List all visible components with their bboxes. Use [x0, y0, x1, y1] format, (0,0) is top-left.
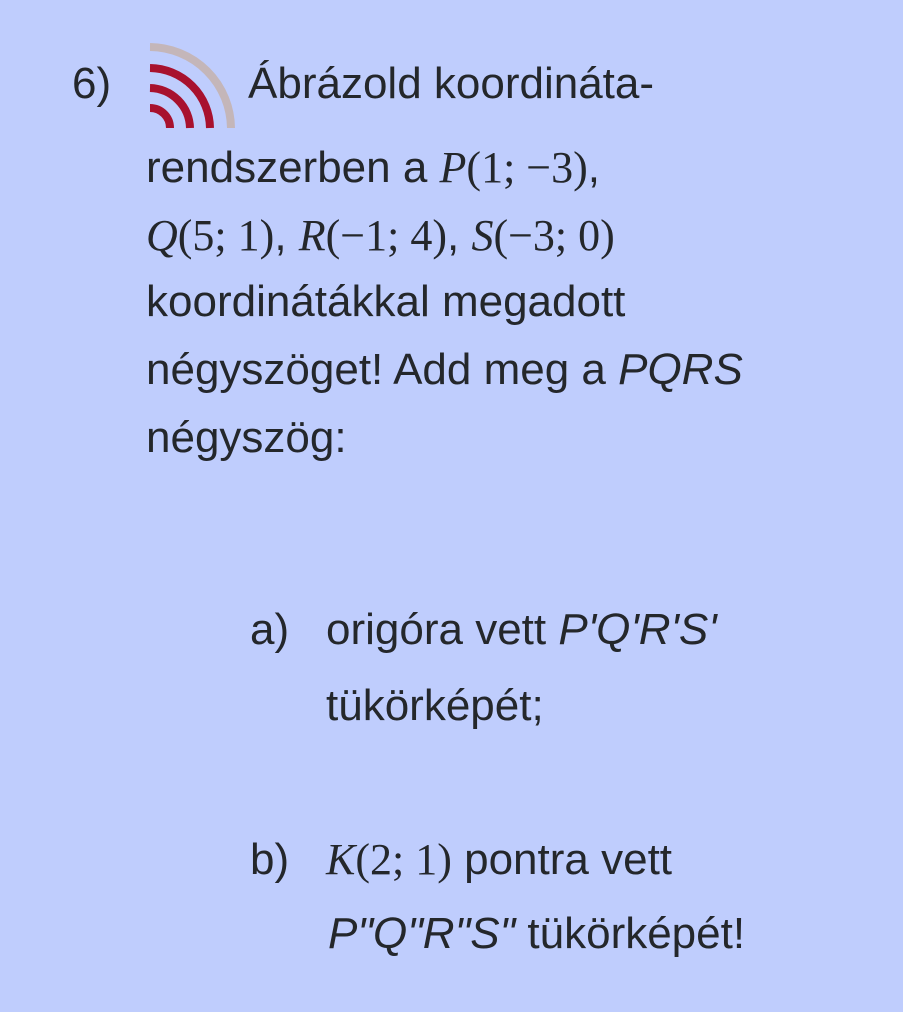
- task-number: 6): [72, 59, 112, 108]
- audio-waves-icon[interactable]: [144, 42, 236, 134]
- subtask-a-line-2: tükörképét;: [326, 681, 544, 730]
- point-s: S(−3; 0): [471, 211, 615, 260]
- subtask-a-image-name: P'Q'R'S': [558, 605, 717, 654]
- subtask-b-line-2: [328, 906, 745, 962]
- task-line-2: rendszerben a P(1; −3),: [146, 143, 600, 192]
- point-k: K(2; 1): [326, 835, 452, 884]
- point-q: Q(5; 1): [146, 211, 275, 260]
- task-line-5-text: négyszöget! Add meg a: [146, 345, 619, 394]
- subtask-a-label: a): [250, 605, 290, 654]
- task-line-3: Q(5; 1), R(−1; 4), S(−3; 0): [146, 211, 615, 260]
- point-r: R(−1; 4): [298, 211, 447, 260]
- subtask-b-text-2: tükörképét!: [515, 909, 746, 958]
- point-p: P(1; −3): [439, 143, 588, 192]
- quad-name: PQRS: [618, 345, 743, 394]
- task-line-1: Ábrázold koordináta-: [248, 59, 655, 108]
- task-line-4: koordinátákkal megadott: [146, 277, 626, 326]
- subtask-b-text-1: pontra vett: [451, 835, 673, 884]
- subtask-a-text-1: origóra vett: [326, 605, 559, 654]
- subtask-b-label: b): [250, 835, 290, 884]
- task-line-6: négyszög:: [146, 413, 347, 462]
- task-line-2-text: rendszerben a: [146, 143, 440, 192]
- subtask-b-image-name: P"Q"R"S": [328, 909, 516, 958]
- subtask-a-line-1: [326, 602, 717, 658]
- task-line-5: [146, 342, 743, 398]
- subtask-b-line-1: [326, 832, 672, 888]
